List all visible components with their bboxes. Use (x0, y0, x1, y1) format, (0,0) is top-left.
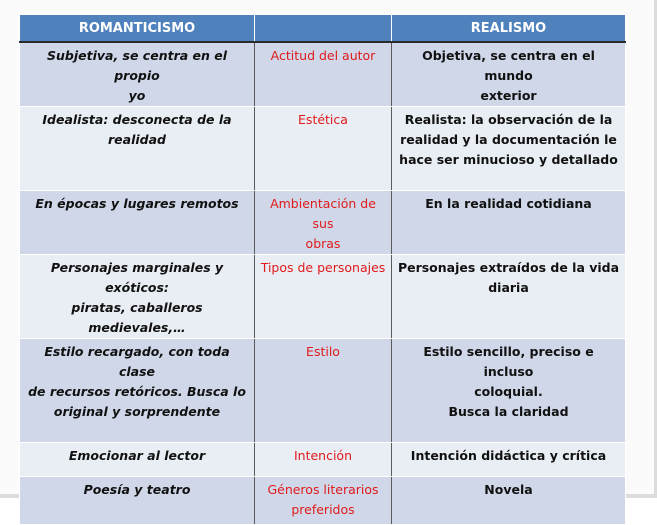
cell-text-line: Novela (484, 482, 533, 497)
cell-text-line: En épocas y lugares remotos (35, 196, 239, 211)
cell-text-line: En la realidad cotidiana (425, 196, 592, 211)
cell-text-line: Personajes marginales y exóticos: (50, 260, 224, 295)
aspecto-cell (255, 477, 392, 525)
realismo-cell (392, 107, 626, 191)
romanticismo-cell (20, 42, 255, 107)
cell-text-line: Estética (298, 112, 348, 127)
realismo-cell (392, 255, 626, 339)
header-aspecto (255, 15, 392, 43)
cell-text-line: Ambientación de sus (270, 196, 376, 231)
cell-text-line: realidad y la documentación le (400, 132, 617, 147)
cell-text-line: obras (305, 236, 341, 251)
table-row (20, 107, 626, 191)
cell-text-line: Intención (293, 448, 353, 463)
aspecto-cell (255, 191, 392, 255)
comparison-table (19, 14, 626, 525)
cell-text-line: Objetiva, se centra en el mundo (422, 48, 595, 83)
table-row (20, 339, 626, 443)
cell-text-line: Busca la claridad (448, 404, 569, 419)
cell-text-line: realidad (108, 132, 166, 147)
cell-text-line: Estilo sencillo, preciso e incluso (423, 344, 594, 379)
table-row (20, 42, 626, 107)
cell-text-line: exterior (480, 88, 537, 103)
cell-text-line: hace ser minucioso y detallado (399, 152, 618, 167)
table-row (20, 477, 626, 525)
realismo-cell (392, 443, 626, 477)
romanticismo-cell (20, 107, 255, 191)
header-realismo: REALISMO (392, 15, 626, 43)
aspecto-cell (255, 443, 392, 477)
romanticismo-cell (20, 255, 255, 339)
cell-text-line: original y sorprendente (53, 404, 221, 419)
cell-text-line: piratas, caballeros medievales,… (71, 300, 203, 335)
romanticismo-cell (20, 191, 255, 255)
cell-text-line: Géneros literarios (267, 482, 379, 497)
realismo-cell (392, 477, 626, 525)
romanticismo-cell (20, 477, 255, 525)
realismo-cell (392, 339, 626, 443)
header-romanticismo: ROMANTICISMO (20, 15, 255, 43)
realismo-cell (392, 42, 626, 107)
romanticismo-cell (20, 339, 255, 443)
aspecto-cell (255, 42, 392, 107)
aspecto-cell (255, 339, 392, 443)
aspecto-cell (255, 255, 392, 339)
cell-text-line: Poesía y teatro (83, 482, 191, 497)
header-row (20, 15, 626, 43)
cell-text-line: Estilo recargado, con toda clase (44, 344, 230, 379)
aspecto-cell (255, 107, 392, 191)
cell-text-line: preferidos (291, 502, 355, 517)
realismo-cell (392, 191, 626, 255)
cell-text-line: Emocionar al lector (68, 448, 206, 463)
table-row (20, 443, 626, 477)
cell-text-line: yo (128, 88, 146, 103)
cell-text-line: de recursos retóricos. Busca lo (28, 384, 246, 399)
table-row (20, 191, 626, 255)
cell-text-line: Realista: la observación de la (404, 112, 613, 127)
cell-text-line: Estilo (306, 344, 340, 359)
cell-text-line: coloquial. (474, 384, 543, 399)
cell-text-line: diaria (488, 280, 529, 295)
cell-text-line: Intención didáctica y crítica (410, 448, 607, 463)
cell-text-line: Idealista: desconecta de la (42, 112, 232, 127)
cell-text-line: Actitud del autor (270, 48, 376, 63)
table-row (20, 255, 626, 339)
cell-text-line: Tipos de personajes (260, 260, 386, 275)
cell-text-line: Personajes extraídos de la vida (397, 260, 620, 275)
cell-text-line: Subjetiva, se centra en el propio (46, 48, 228, 83)
romanticismo-cell (20, 443, 255, 477)
